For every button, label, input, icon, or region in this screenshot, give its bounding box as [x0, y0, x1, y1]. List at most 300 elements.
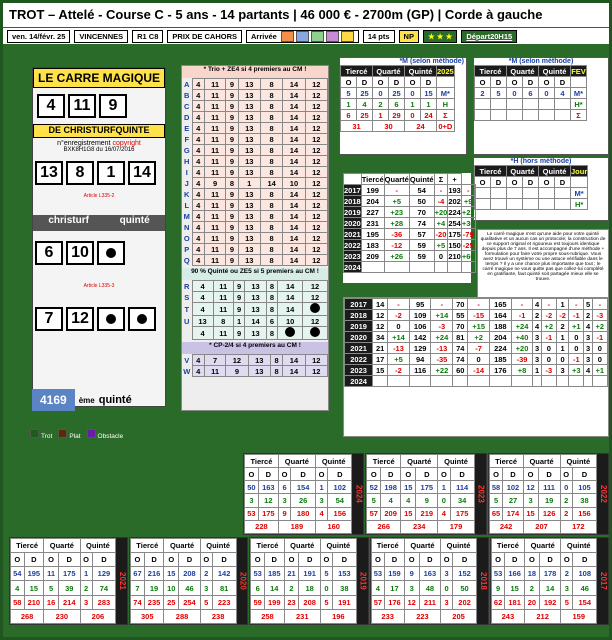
grid-cell: 8	[260, 79, 282, 90]
year-cell: 9	[278, 507, 290, 520]
year-total: 160	[315, 520, 351, 533]
res-header-cell: Quarté	[507, 166, 539, 177]
res-cell	[507, 199, 523, 210]
stats-row	[344, 218, 476, 229]
grid-cell: 8	[266, 327, 278, 340]
grid-cell: 9	[226, 156, 238, 167]
res-od-row	[475, 77, 587, 88]
empty-slot-dot	[310, 303, 320, 313]
grid-cell: 13	[238, 123, 260, 134]
grid-cell: 11	[204, 255, 225, 266]
res-side-label: FEV	[571, 66, 586, 76]
legend-item	[30, 429, 52, 440]
race-grid-cell: 2020	[345, 332, 373, 343]
grid-row	[182, 316, 328, 327]
grid-cell: 4	[192, 244, 204, 255]
race-grid-cell: 3	[533, 343, 541, 354]
year-row	[11, 567, 116, 581]
race-grid-cell: +14	[431, 310, 453, 321]
grid-row	[182, 79, 328, 90]
year-total: 212	[524, 609, 560, 623]
od-cell: D	[328, 468, 352, 481]
race-grid-cell: +15	[468, 321, 490, 332]
arrival-color-4	[326, 31, 339, 42]
grid-cell: 9	[226, 134, 238, 145]
od-cell: O	[320, 553, 332, 567]
empty-slot-dot	[310, 327, 320, 337]
stats-cell: 175	[448, 229, 461, 239]
race-grid-cell: -	[388, 299, 410, 310]
grid-cell: 12	[305, 244, 327, 255]
race-grid-cell: -	[468, 299, 490, 310]
year-cell: 48	[419, 581, 441, 595]
od-cell: O	[438, 468, 450, 481]
points-label: 14 pts	[363, 30, 395, 43]
od-cell: D	[505, 553, 525, 567]
race-grid-cell: 185	[490, 354, 512, 365]
race-grid-cell: 109	[409, 310, 431, 321]
grid-cell: 1	[233, 316, 245, 327]
grid-cell: 9	[204, 178, 225, 189]
year-cell: 12	[258, 494, 278, 507]
stats-cell	[434, 262, 448, 273]
od-cell: O	[489, 468, 503, 481]
year-cell: 62	[491, 595, 505, 609]
res-cell: 0	[507, 88, 523, 99]
year-cell: 17	[385, 581, 405, 595]
arrival-color-5	[341, 31, 354, 42]
stats-cell: 70	[409, 207, 434, 218]
grid-cell: 12	[303, 292, 328, 303]
years-bottom-row	[9, 537, 609, 625]
od-cell: D	[539, 553, 561, 567]
grid-cell: 11	[204, 145, 225, 156]
od-cell: D	[144, 553, 164, 567]
year-total: 266	[367, 520, 401, 533]
arrival-colors	[281, 31, 354, 42]
grid-cell: 8	[260, 145, 282, 156]
magic-number	[97, 307, 125, 331]
discipline-legend	[30, 429, 123, 440]
grid-cell: 12	[305, 123, 327, 134]
year-head-cell: Quarté	[44, 539, 80, 553]
res-cell	[507, 188, 523, 199]
year-totals	[371, 609, 476, 623]
year-cell: 15	[401, 507, 416, 520]
h-table	[474, 165, 588, 210]
year-cell: 152	[453, 567, 477, 581]
race-grid-cell: +3	[569, 365, 584, 376]
row-letter: B	[182, 90, 192, 101]
res-cell: 0	[539, 88, 555, 99]
year-cell: 1	[80, 567, 92, 581]
grid-cell: 12	[305, 134, 327, 145]
year-cell: 2	[200, 567, 212, 581]
od-cell: D	[419, 553, 441, 567]
od-cell: D	[538, 468, 560, 481]
res-header-cell: Quinté	[539, 166, 571, 177]
year-row	[131, 581, 236, 595]
grid-cell: 14	[283, 145, 305, 156]
year-totals	[11, 609, 116, 623]
race-grid-cell: 95	[409, 299, 431, 310]
cp-table	[182, 354, 328, 377]
race-grid-row	[345, 354, 608, 365]
grid-row	[182, 281, 328, 292]
race-grid-cell: 1	[556, 299, 568, 310]
od-cell: O	[401, 468, 416, 481]
grid-cell: 14	[283, 90, 305, 101]
magic-number: 9	[99, 94, 127, 118]
race-grid-cell: 14	[373, 299, 388, 310]
res-cell	[539, 110, 555, 121]
race-grid-cell: 2023	[345, 365, 373, 376]
res-cell: 15	[421, 88, 437, 99]
arrival-color-1	[281, 31, 294, 42]
year-od	[251, 553, 356, 567]
year-head-cell: Quinté	[315, 455, 351, 468]
year-cell: 5	[367, 494, 381, 507]
od-cell: O	[371, 553, 385, 567]
year-cell: 46	[179, 581, 201, 595]
year-head-cell: Quarté	[523, 455, 560, 468]
legend-swatch	[58, 429, 67, 438]
year-total: 231	[284, 609, 320, 623]
grid-cell: 11	[204, 156, 225, 167]
stats-row	[344, 185, 476, 196]
magic-line-2	[33, 153, 165, 193]
year-cell: 156	[572, 507, 596, 520]
od-cell: D	[291, 468, 316, 481]
od-cell: D	[381, 468, 401, 481]
year-cell: 175	[59, 567, 81, 581]
year-block	[370, 537, 489, 625]
res-cell: H	[437, 99, 455, 110]
m-table	[340, 65, 455, 132]
race-grid-cell: 0	[541, 354, 556, 365]
race-grid-cell: -	[592, 299, 607, 310]
year-cell: 54	[11, 567, 25, 581]
od-cell: D	[24, 553, 44, 567]
grid-cell: 14	[260, 178, 282, 189]
grid-cell: 12	[305, 189, 327, 200]
year-cell: 58	[11, 595, 25, 609]
year-row	[131, 567, 236, 581]
od-cell: O	[367, 468, 381, 481]
year-cell: 16	[44, 595, 59, 609]
grid-cell: 9	[226, 112, 238, 123]
year-od	[367, 468, 474, 481]
year-block	[488, 453, 609, 535]
grid-cell: 14	[283, 244, 305, 255]
year-cell: 15	[401, 481, 416, 494]
od-cell: D	[59, 553, 81, 567]
grid-cell: 4	[192, 167, 204, 178]
race-grid-cell: 74	[453, 343, 468, 354]
grid-cell: 12	[305, 255, 327, 266]
year-total: 268	[11, 609, 44, 623]
magic-number: 1	[97, 161, 125, 185]
year-total: 288	[164, 609, 200, 623]
year-row	[491, 567, 596, 581]
stats-cell: 2019	[344, 207, 361, 217]
od-cell: D	[389, 77, 405, 88]
year-cell: 105	[572, 481, 596, 494]
row-letter: F	[182, 134, 192, 145]
res-row	[475, 99, 587, 110]
year-total: 179	[438, 520, 475, 533]
od-cell: D	[523, 177, 539, 188]
res-row	[475, 199, 588, 210]
race-grid-cell: +2	[468, 332, 490, 343]
year-cell: 57	[371, 595, 385, 609]
grid-cell: 13	[238, 244, 260, 255]
stats-cell: 227	[361, 207, 384, 218]
race-grid-cell	[431, 376, 453, 387]
od-cell: D	[491, 177, 507, 188]
race-venue: VINCENNES	[74, 30, 128, 43]
grid-row	[182, 233, 328, 244]
grid-cell: 4	[192, 123, 204, 134]
grid-cell: 14	[283, 189, 305, 200]
year-cell: 208	[299, 595, 321, 609]
race-grid-row	[345, 343, 608, 354]
race-grid-cell: 3	[556, 365, 568, 376]
res-row	[475, 88, 587, 99]
race-grid-cell: 5	[584, 299, 592, 310]
year-cell: 4	[371, 581, 385, 595]
year-od	[371, 553, 476, 567]
res-cell: 25	[357, 88, 373, 99]
year-cell: 54	[328, 494, 352, 507]
year-cell: 2	[560, 494, 572, 507]
od-cell: O	[539, 77, 555, 88]
year-cell: 192	[539, 595, 561, 609]
grid-cell: 8	[260, 112, 282, 123]
year-table	[491, 538, 597, 624]
race-grid-cell: 0	[569, 343, 584, 354]
year-head-cell: Tiercé	[251, 539, 284, 553]
race-grid-cell	[541, 376, 556, 387]
grid-row	[182, 101, 328, 112]
magic-number: 10	[66, 241, 94, 265]
year-row	[489, 494, 596, 507]
od-cell: O	[475, 77, 491, 88]
magic-square-subtitle: DE CHRISTURFQUINTE	[33, 124, 165, 138]
res-cell	[475, 99, 491, 110]
stats-cell: 2020	[344, 218, 361, 228]
grid-cell: 12	[305, 355, 327, 366]
row-letter: G	[182, 145, 192, 156]
year-head-cell: Tiercé	[491, 539, 524, 553]
grid-cell: 13	[238, 222, 260, 233]
year-cell: 38	[332, 581, 356, 595]
year-cell: 26	[291, 494, 316, 507]
year-cell: 57	[367, 507, 381, 520]
res-row	[341, 88, 455, 99]
od-cell: D	[179, 553, 201, 567]
grid-cell: 11	[213, 281, 233, 292]
year-cell: 21	[284, 567, 299, 581]
stats-cell: 224	[448, 207, 461, 217]
grid-row	[182, 355, 328, 366]
grid-cell: 4	[192, 145, 204, 156]
stats-head-cell: Σ	[434, 174, 448, 185]
year-cell: 195	[24, 567, 44, 581]
od-cell: D	[421, 77, 437, 88]
grid-cell: 12	[305, 167, 327, 178]
grid-cell: 8	[260, 90, 282, 101]
year-cell: 5	[44, 581, 59, 595]
grid-cell: 8	[260, 123, 282, 134]
od-cell: D	[332, 553, 356, 567]
article-2: Article L335-3	[83, 283, 115, 289]
year-od	[11, 553, 116, 567]
race-date: ven. 14/févr. 25	[7, 30, 70, 43]
np-badge: NP	[399, 30, 419, 43]
year-row	[371, 595, 476, 609]
year-total: 189	[278, 520, 315, 533]
year-total: 230	[44, 609, 80, 623]
magic-number: 13	[35, 161, 63, 185]
year-row	[491, 581, 596, 595]
grid-cell: 11	[204, 233, 225, 244]
year-cell: 25	[164, 595, 179, 609]
stats-cell: -25	[462, 240, 474, 250]
grid-cell: 4	[192, 134, 204, 145]
race-grid-cell: 60	[453, 365, 468, 376]
od-cell	[437, 77, 455, 88]
race-grid-cell: 142	[409, 332, 431, 343]
year-totals	[367, 520, 474, 533]
od-cell: O	[560, 468, 572, 481]
race-grid-cell	[556, 376, 568, 387]
grid-cell: 11	[213, 327, 233, 340]
year-header	[491, 539, 596, 553]
race-grid-row	[345, 299, 608, 310]
race-grid-cell: -15	[468, 310, 490, 321]
year-cell: 74	[131, 595, 145, 609]
race-grid-cell: 3	[533, 332, 541, 343]
year-cell: 5	[200, 595, 212, 609]
grid-cell: 8	[260, 189, 282, 200]
stats-row	[344, 229, 476, 240]
res-cell: M*	[437, 88, 455, 99]
grid-row	[182, 145, 328, 156]
race-grid-cell: 70	[453, 299, 468, 310]
arrival-color-2	[296, 31, 309, 42]
year-cell: 214	[59, 595, 81, 609]
res-cell: 24	[421, 110, 437, 121]
star-badges: ★ ★ ★	[423, 30, 457, 43]
grid-cell: 9	[233, 281, 245, 292]
row-letter: U	[182, 316, 192, 327]
year-cell: 18	[299, 581, 321, 595]
row-letter: E	[182, 123, 192, 134]
year-block	[490, 537, 609, 625]
year-head-cell: Quarté	[284, 539, 320, 553]
grid-cell: 13	[245, 292, 266, 303]
res-cell	[555, 99, 571, 110]
res-cell: 25	[389, 88, 405, 99]
race-grid-cell: 0	[468, 354, 490, 365]
stats-cell	[448, 262, 462, 273]
year-table	[489, 454, 597, 534]
magic-square-panel	[8, 49, 173, 440]
year-cell: 156	[328, 507, 352, 520]
year-block	[9, 537, 128, 625]
race-grid-row	[345, 376, 608, 387]
year-cell: 18	[524, 567, 539, 581]
race-grid-cell: 106	[409, 321, 431, 332]
year-cell: 283	[92, 595, 116, 609]
od-cell: D	[572, 468, 596, 481]
res-cell: 1	[421, 99, 437, 110]
od-cell: O	[404, 553, 419, 567]
year-cell: 0	[320, 581, 332, 595]
grid-cell: 4	[192, 303, 213, 316]
grid-row	[182, 327, 328, 340]
grid-cell: 9	[226, 211, 238, 222]
res-row	[341, 110, 455, 121]
res-cell: 2	[373, 99, 389, 110]
grid-cell: 13	[238, 101, 260, 112]
magic-number: 6	[35, 241, 63, 265]
stats-cell	[384, 262, 409, 273]
year-cell: 163	[258, 481, 278, 494]
stats-cell: 210	[448, 251, 461, 261]
grid-cell: 14	[283, 200, 305, 211]
stats-cell: 195	[361, 229, 384, 240]
grid-row	[182, 134, 328, 145]
grid-cell: 13	[238, 79, 260, 90]
res-cell	[507, 99, 523, 110]
yearly-stats-panel	[343, 173, 475, 283]
year-cell: 142	[212, 567, 236, 581]
year-cell: 67	[131, 567, 145, 581]
race-grid-cell: 164	[490, 310, 512, 321]
grid-cell: 14	[278, 303, 303, 316]
grid-cell: 4	[192, 79, 204, 90]
race-grid-cell: 2022	[345, 354, 373, 365]
race-grid-cell: 4	[533, 321, 541, 332]
grid-cell: 9	[226, 90, 238, 101]
race-grid-row	[345, 332, 608, 343]
magic-number: 4	[37, 94, 65, 118]
year-cell: 12	[523, 481, 538, 494]
od-cell: D	[264, 553, 284, 567]
stats-cell: +28	[384, 218, 409, 229]
od-cell: O	[80, 553, 92, 567]
grid-cell: 11	[213, 303, 233, 316]
race-grid-cell: +1	[569, 321, 584, 332]
year-cell: 34	[450, 494, 474, 507]
race-grid-cell: 55	[453, 310, 468, 321]
race-grid-cell: 70	[453, 321, 468, 332]
grid-cell: 8	[226, 178, 238, 189]
race-grid-cell: -1	[592, 332, 607, 343]
res-header-cell: Tiercé	[475, 66, 507, 77]
legend-item	[87, 429, 124, 440]
arrival-label: Arrivée	[251, 31, 277, 41]
year-cell: 39	[59, 581, 81, 595]
stats-cell: -79	[462, 229, 474, 239]
stats-cell: 204	[361, 196, 384, 207]
grid-cell: 8	[266, 303, 278, 316]
res-cell: 29	[389, 110, 405, 121]
grid-cell: 4	[192, 112, 204, 123]
grid-cell: 11	[204, 366, 225, 377]
